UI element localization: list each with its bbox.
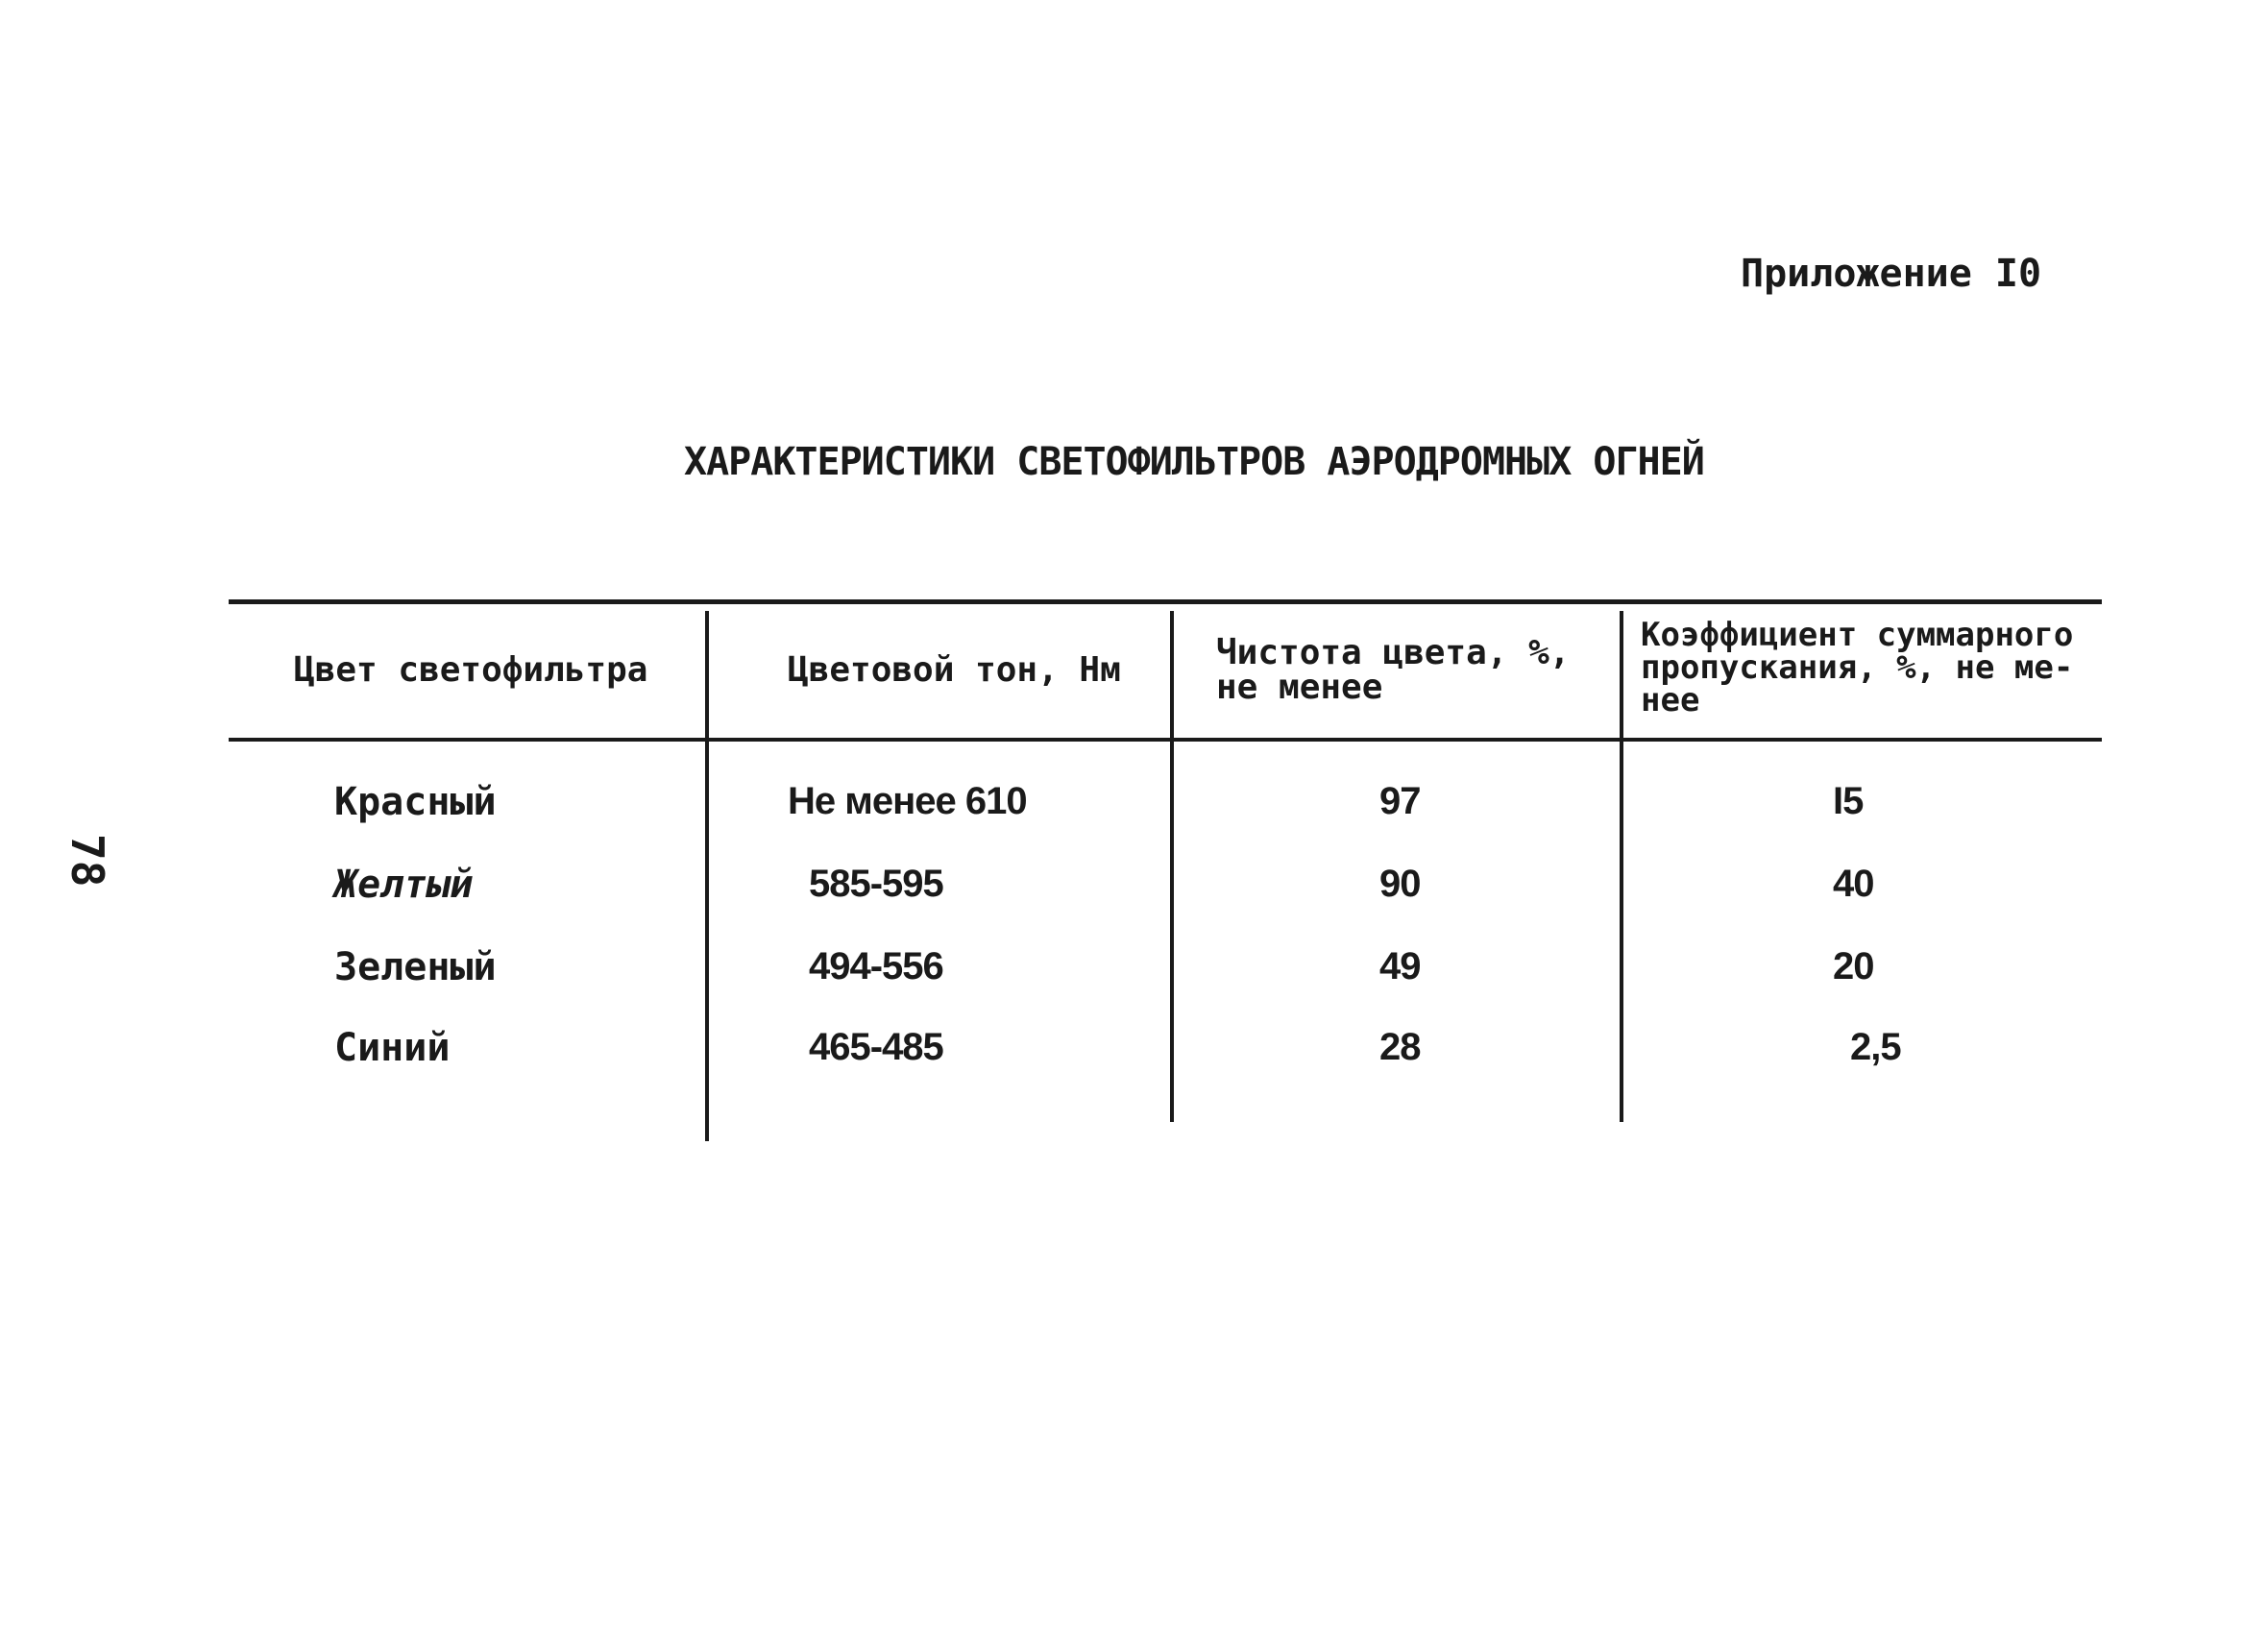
table-header-rule — [229, 738, 2102, 742]
table-row-green-color: Зеленый — [334, 945, 497, 989]
header-transmission-coefficient: Коэффициент суммарного пропускания, %, не ме- нее — [1641, 616, 2074, 719]
table-row-red-color: Красный — [334, 780, 497, 824]
table-row-blue-color: Синий — [334, 1026, 451, 1070]
table-top-rule — [229, 599, 2102, 604]
column-divider-2 — [1170, 611, 1174, 1122]
table-row-yellow-tone: 585-595 — [809, 863, 943, 905]
table-row-red-transmission: I5 — [1833, 780, 1864, 822]
table-row-yellow-purity: 90 — [1379, 863, 1421, 905]
column-divider-1 — [705, 611, 709, 1141]
table-row-blue-transmission: 2,5 — [1850, 1026, 1901, 1068]
table-row-green-purity: 49 — [1379, 945, 1421, 987]
header-color-purity: Чистота цвета, %, не менее — [1216, 633, 1571, 707]
document-title: ХАРАКТЕРИСТИКИ СВЕТОФИЛЬТРОВ АЭРОДРОМНЫХ ОГНЕЙ — [684, 440, 1704, 484]
table-row-green-tone: 494-556 — [809, 945, 943, 987]
table-row-green-transmission: 20 — [1833, 945, 1874, 987]
header-color-tone: Цветовой тон, Нм — [788, 650, 1121, 690]
table-row-yellow-color: Желтый — [334, 863, 474, 907]
table-row-red-purity: 97 — [1379, 780, 1421, 822]
page-number: 78 — [61, 834, 113, 888]
header-filter-color: Цвет светофильтра — [294, 650, 648, 690]
table-row-blue-tone: 465-485 — [809, 1026, 943, 1068]
table-row-red-tone: Не менее 610 — [788, 780, 1027, 822]
table-row-blue-purity: 28 — [1379, 1026, 1421, 1068]
appendix-label: Приложение I0 — [1741, 252, 2042, 296]
table-row-yellow-transmission: 40 — [1833, 863, 1874, 905]
column-divider-3 — [1620, 611, 1623, 1122]
